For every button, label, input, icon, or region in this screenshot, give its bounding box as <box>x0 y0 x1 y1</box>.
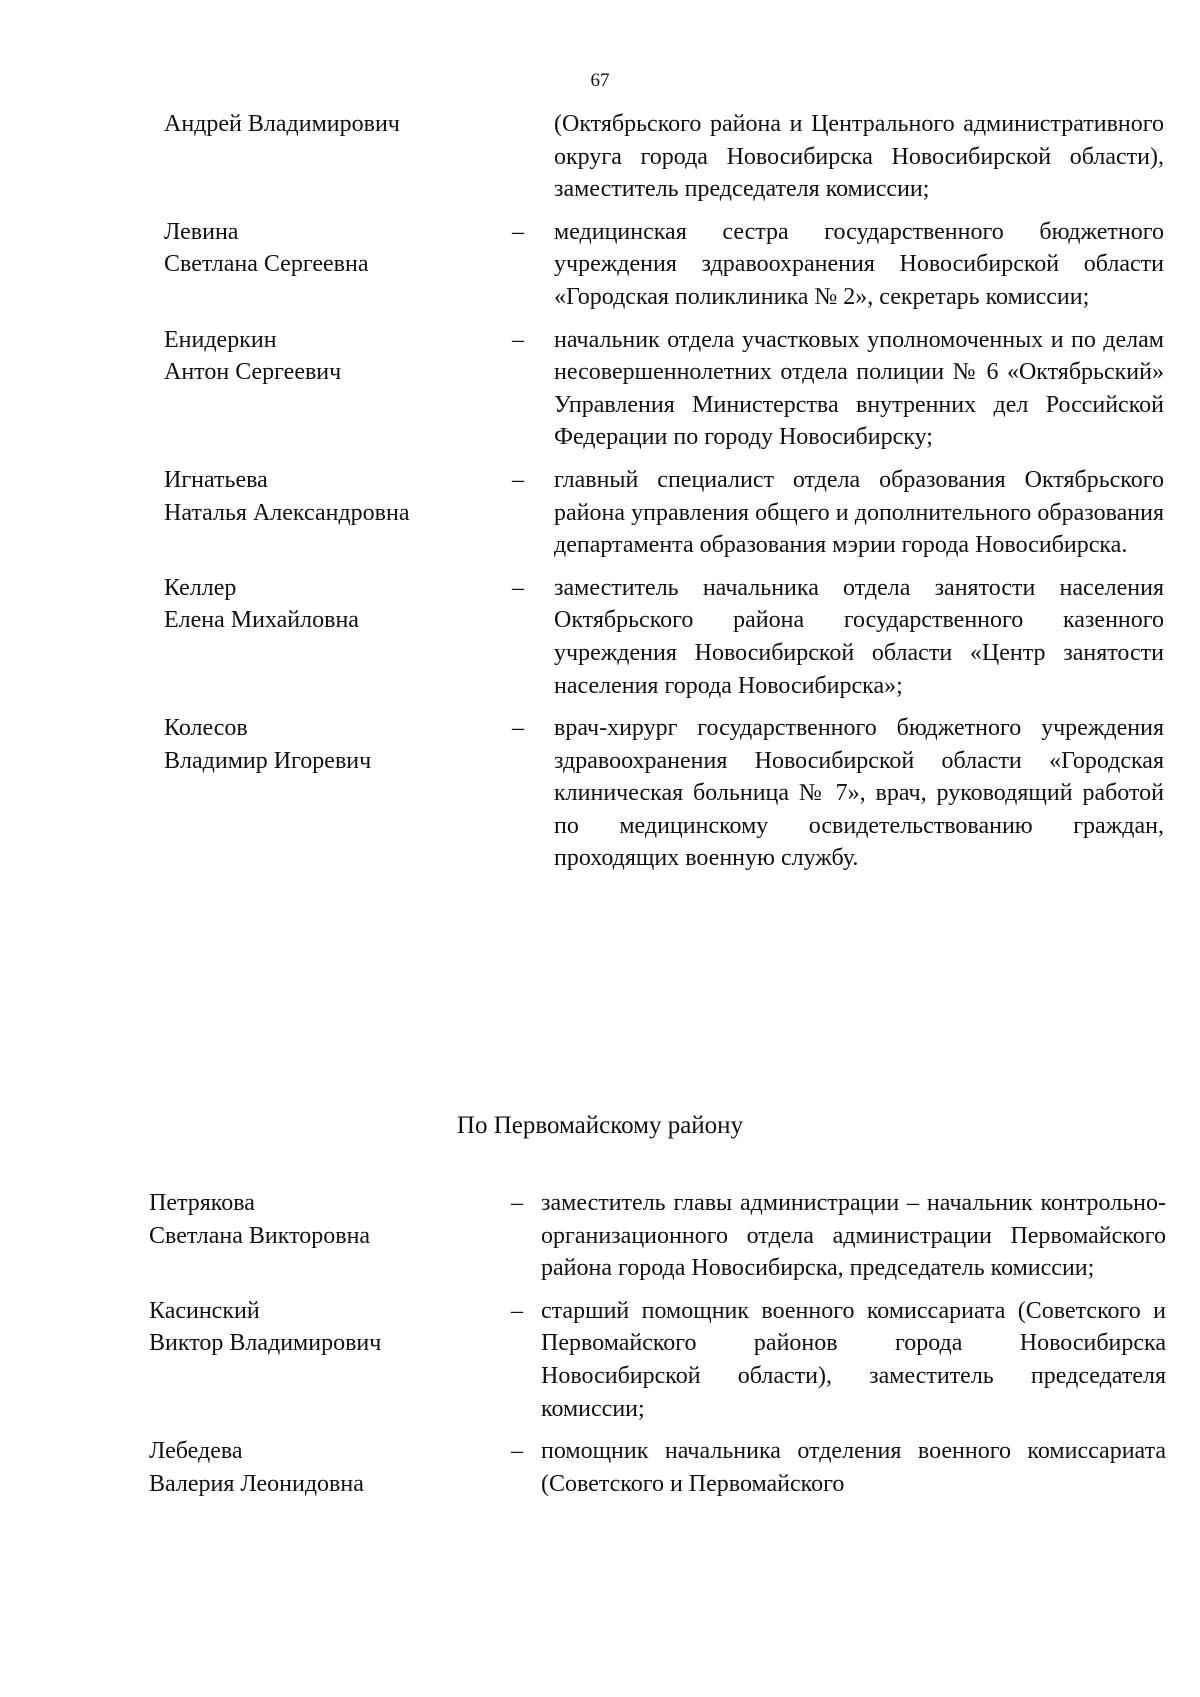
member-surname: Лебедева <box>149 1438 243 1465</box>
member-position: заместитель начальника отдела занятости населения Октябрьского района государственного казенного учреждения Новосибирской области «Центр занятости населения города Новосибирска»; <box>554 574 1164 699</box>
member-given-name: Виктор Владимирович <box>149 1330 382 1357</box>
member-entry <box>164 464 1164 562</box>
member-surname: Петрякова <box>149 1190 255 1216</box>
member-entry <box>164 108 1164 206</box>
member-entry <box>164 712 1164 875</box>
member-name <box>164 464 512 529</box>
member-entry <box>149 1295 1166 1425</box>
member-given-name: Светлана Викторовна <box>149 1222 371 1249</box>
member-position: врач-хирург государственного бюджетного учреждения здравоохранения Новосибирской области «Городская клиническая больница № 7», врач, руководящий работой по медицинскому освидетельствованию граждан, проходящих военную службу. <box>554 715 1164 872</box>
member-surname: Келлер <box>164 574 237 601</box>
entry-dash: – <box>512 326 524 353</box>
member-surname: Касинский <box>149 1297 260 1324</box>
member-entry <box>164 216 1164 314</box>
entry-dash: – <box>511 1438 523 1465</box>
member-given-name: Елена Михайловна <box>164 607 359 634</box>
member-given-name: Антон Сергеевич <box>164 359 342 386</box>
member-surname: Енидеркин <box>164 326 277 353</box>
member-entry <box>164 572 1164 702</box>
member-name <box>149 1295 511 1360</box>
member-name-line: Андрей Владимирович <box>164 111 400 137</box>
entry-dash: – <box>512 715 524 742</box>
member-position: (Октябрьского района и Центрального административного округа города Новосибирска Новосибирской области), заместитель председателя комиссии; <box>554 111 1164 203</box>
member-name <box>164 712 512 777</box>
member-position: заместитель главы администрации – начальник контрольно-организационного отдела администрации Первомайского района города Новосибирска, председатель комиссии; <box>541 1190 1166 1282</box>
member-position: медицинская сестра государственного бюджетного учреждения здравоохранения Новосибирской области «Городская поликлиника № 2», секретарь комиссии; <box>554 218 1164 310</box>
member-list-october <box>164 108 1164 885</box>
member-given-name: Наталья Александровна <box>164 499 410 526</box>
entry-dash: – <box>511 1297 523 1324</box>
member-entry <box>149 1435 1166 1500</box>
member-surname: Колесов <box>164 715 248 742</box>
member-name <box>164 216 512 281</box>
member-position: начальник отдела участковых уполномоченных и по делам несовершеннолетних отдела полиции № 6 «Октябрьский» Управления Министерства внутренних дел Российской Федерации по городу Новосибирску; <box>554 326 1164 451</box>
member-given-name: Владимир Игоревич <box>164 747 372 774</box>
entry-dash: – <box>512 218 524 245</box>
member-list-pervomaisky <box>149 1187 1166 1510</box>
member-surname: Левина <box>164 218 239 245</box>
member-entry <box>164 324 1164 454</box>
member-given-name: Светлана Сергеевна <box>164 251 369 278</box>
entry-dash: – <box>512 466 524 493</box>
entry-dash: – <box>511 1190 523 1216</box>
member-name <box>164 108 512 141</box>
page-number: 67 <box>590 70 610 91</box>
member-name <box>149 1187 511 1252</box>
district-heading: По Первомайскому району <box>456 1112 744 1139</box>
entry-dash: – <box>512 574 524 601</box>
member-surname: Игнатьева <box>164 466 268 493</box>
member-position: помощник начальника отделения военного комиссариата (Советского и Первомайского <box>541 1438 1166 1497</box>
member-given-name: Валерия Леонидовна <box>149 1470 364 1497</box>
member-name <box>164 572 512 637</box>
member-name <box>149 1435 511 1500</box>
member-name <box>164 324 512 389</box>
member-entry <box>149 1187 1166 1285</box>
member-position: старший помощник военного комиссариата (Советского и Первомайского районов города Новосибирска Новосибирской области), заместитель председателя комиссии; <box>541 1297 1166 1422</box>
member-position: главный специалист отдела образования Октябрьского района управления общего и дополнительного образования департамента образования мэрии города Новосибирска. <box>554 466 1164 559</box>
